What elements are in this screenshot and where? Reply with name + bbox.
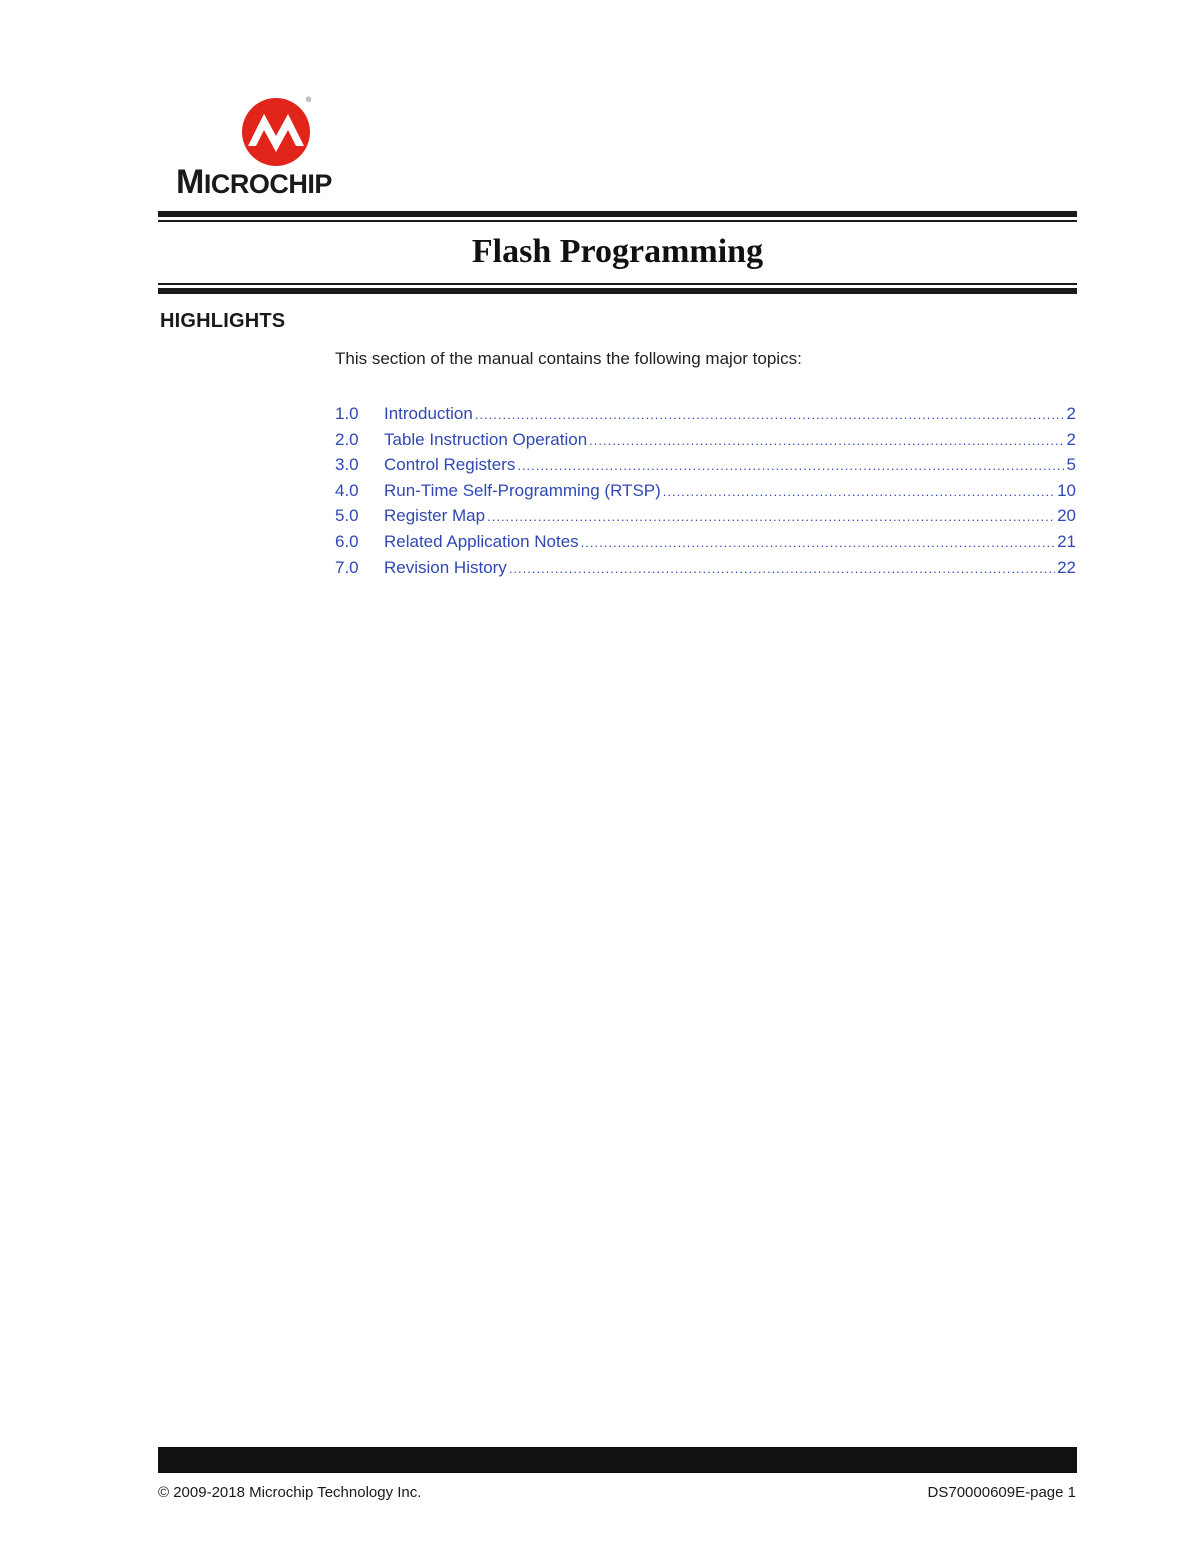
toc-item-number: 2.0 (335, 429, 359, 449)
toc-item-title[interactable]: Control Registers (384, 455, 516, 475)
microchip-logo-icon (238, 94, 318, 166)
intro-text: This section of the manual contains the following major topics: (335, 349, 802, 368)
toc-item-title[interactable]: Related Application Notes (384, 531, 579, 551)
toc-leader-dots (509, 561, 1055, 576)
toc-leader-dots (589, 433, 1064, 448)
toc-leader-dots (663, 484, 1055, 499)
table-of-contents (335, 404, 1076, 583)
microchip-wordmark: MICROCHIP (176, 163, 332, 201)
toc-item-number: 7.0 (335, 557, 359, 577)
toc-item-title[interactable]: Run-Time Self-Programming (RTSP) (384, 480, 661, 500)
toc-item-number: 3.0 (335, 455, 359, 475)
toc-item-revision-history[interactable] (335, 558, 1076, 584)
toc-item-page[interactable]: 21 (1057, 531, 1076, 551)
toc-item-title[interactable]: Introduction (384, 404, 473, 423)
toc-item-number: 4.0 (335, 480, 359, 500)
toc-leader-dots (475, 407, 1065, 422)
header-rule-bottom-thick (158, 288, 1077, 294)
toc-item-number: 5.0 (335, 506, 359, 526)
toc-item-number: 6.0 (335, 531, 359, 551)
toc-item-rtsp[interactable] (335, 481, 1076, 507)
toc-leader-dots (517, 458, 1064, 473)
svg-text:®: ® (306, 97, 312, 104)
microchip-logo (176, 94, 386, 204)
header-rule-top-thick (158, 211, 1077, 217)
toc-item-page[interactable]: 10 (1057, 480, 1076, 500)
toc-leader-dots (487, 509, 1055, 524)
toc-item-title[interactable]: Table Instruction Operation (384, 429, 588, 449)
page-title: Flash Programming (471, 233, 764, 270)
toc-leader-dots (581, 535, 1055, 550)
toc-item-table-instruction-operation[interactable] (335, 430, 1076, 456)
toc-item-page[interactable]: 22 (1057, 557, 1076, 577)
footer-bar (158, 1447, 1077, 1473)
footer-page-number: DS70000609E-page 1 (927, 1484, 1076, 1501)
toc-item-page[interactable]: 2 (1066, 429, 1076, 449)
header-rule-bottom-thin (158, 283, 1077, 285)
toc-item-number: 1.0 (335, 404, 359, 423)
toc-item-control-registers[interactable] (335, 455, 1076, 481)
footer-copyright: © 2009-2018 Microchip Technology Inc. (158, 1484, 422, 1501)
toc-item-register-map[interactable] (335, 506, 1076, 532)
toc-item-title[interactable]: Register Map (384, 506, 486, 526)
toc-item-title[interactable]: Revision History (384, 557, 507, 577)
toc-item-related-application-notes[interactable] (335, 532, 1076, 558)
toc-item-page[interactable]: 2 (1066, 404, 1076, 423)
toc-item-page[interactable]: 20 (1057, 506, 1076, 526)
section-heading: HIGHLIGHTS (160, 310, 286, 332)
header-rule-top-thin (158, 220, 1077, 222)
toc-item-page[interactable]: 5 (1066, 455, 1076, 475)
toc-item-introduction[interactable] (335, 404, 1076, 430)
